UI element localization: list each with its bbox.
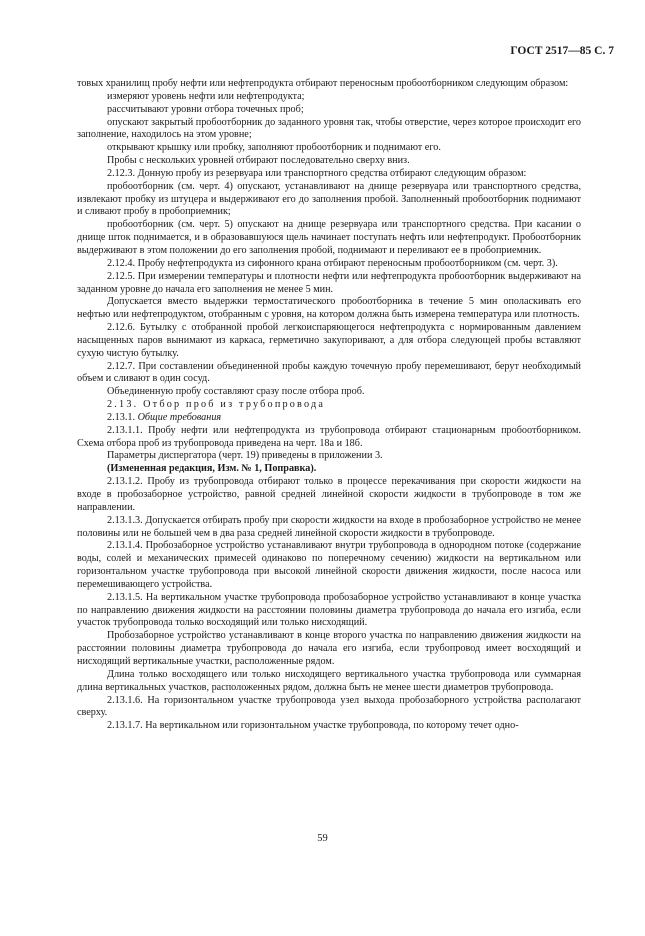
- paragraph: Пробозаборное устройство устанавливают в конце второго участка по направлению движения жидкости на расстоянии половины диаметра трубопровода до начала его изгиба, если трубопровод имеет восходящий и нисходящий вертикальные участки, расположенные рядом.: [77, 630, 581, 667]
- paragraph: рассчитывают уровни отбора точечных проб;: [107, 103, 304, 115]
- paragraph: 2.12.7. При составлении объединенной пробы каждую точечную пробу перемешивают, берут необходимый объем и сливают в один сосуд.: [77, 360, 581, 385]
- paragraph: 2.13.1.5. На вертикальном участке трубопровода пробозаборное устройство устанавливают в конце участка по направлению движения жидкости на расстоянии половины диаметра трубопровода до начала его изгиба, если участок трубопровода только восходящий или только нисходящий.: [77, 591, 581, 629]
- paragraph: Допускается вместо выдержки термостатического пробоотборника в течение 5 мин ополаскивать его нефтью или нефтепродуктом, отобранным с уровня, на котором должна быть измерена температура или плотность.: [77, 296, 581, 321]
- paragraph: товых хранилищ пробу нефти или нефтепродукта отбирают переносным пробоотборником следующим образом:: [77, 78, 569, 89]
- paragraph: 2.12.6. Бутылку с отобранной пробой легкоиспаряющегося нефтепродукта с нормированным давлением насыщенных паров вынимают из каркаса, герметично закупоривают, а для отбора следующей пробы вставляют сухую чистую бутылку.: [77, 322, 581, 359]
- paragraph: Параметры диспергатора (черт. 19) приведены в приложении 3.: [107, 450, 383, 462]
- section-heading: 2.13. Отбор проб из трубопровода: [107, 399, 326, 411]
- page-number: 59: [317, 833, 328, 844]
- paragraph: измеряют уровень нефти или нефтепродукта;: [107, 90, 305, 102]
- paragraph: Объединенную пробу составляют сразу после отбора проб.: [107, 386, 365, 398]
- subsection-number: 2.13.1.: [107, 411, 136, 423]
- paragraph: 2.13.1.3. Допускается отбирать пробу при скорости жидкости на входе в пробозаборное устройство не менее половины или не большей чем в два раза средней линейной скорости жидкости в трубопроводе.: [77, 514, 581, 539]
- paragraph: 2.12.5. При измерении температуры и плотности нефти или нефтепродукта пробоотборник выдерживают на заданном уровне до начала его заполнения не менее 5 мин.: [77, 270, 581, 295]
- paragraph: Пробы с нескольких уровней отбирают последовательно сверху вниз.: [107, 155, 410, 167]
- subsection-heading: [77, 412, 581, 425]
- text-body: [77, 78, 581, 733]
- subsection-title: Общие требования: [137, 411, 222, 423]
- paragraph: 2.13.1.4. Пробозаборное устройство устанавливают внутри трубопровода в однородном потоке (содержание воды, солей и механических примесей одинаково по поперечному сечению) жидкости на вертикальном или горизонтальном участке трубопровода при высокой линейной скорости движения жидкости, после насоса или перемешивающего устройства.: [77, 540, 581, 590]
- paragraph: 2.12.4. Пробу нефтепродукта из сифонного крана отбирают переносным пробоотборником (см. черт. 3).: [107, 257, 558, 269]
- paragraph: 2.13.1.1. Пробу нефти или нефтепродукта из трубопровода отбирают стационарным пробоотборником. Схема отбора проб из трубопровода приведена на черт. 18а и 18б.: [77, 424, 581, 449]
- paragraph: Длина только восходящего или только нисходящего вертикального участка трубопровода или суммарная длина вертикальных участков, расположенных рядом, должна быть не менее шести диаметров трубопровода.: [77, 668, 581, 693]
- paragraph: пробоотборник (см. черт. 5) опускают на днище резервуара или транспортного средства. При касании о днище шток поднимается, и в образовавшуюся щель начинает поступать нефть или нефтепродукт. Пробоотборник выдерживают в этом положении до его заполнения пробой, поднимают и переливают ее в пробоприемник.: [77, 219, 581, 256]
- paragraph: 2.13.1.6. На горизонтальном участке трубопровода узел выхода пробозаборного устройства располагают сверху.: [77, 694, 581, 719]
- paragraph: 2.13.1.2. Пробу из трубопровода отбирают только в процессе перекачивания при скорости жидкости на входе в пробозаборное устройство, равной средней линейной скорости жидкости в трубопроводе в том же направлении.: [77, 476, 581, 513]
- paragraph: 2.12.3. Донную пробу из резервуара или транспортного средства отбирают следующим образом:: [107, 167, 527, 179]
- paragraph: открывают крышку или пробку, заполняют пробоотборник и поднимают его.: [107, 142, 441, 154]
- page-header: ГОСТ 2517—85 С. 7: [510, 45, 614, 57]
- paragraph: 2.13.1.7. На вертикальном или горизонтальном участке трубопровода, по которому течет одно-: [107, 720, 519, 732]
- paragraph: опускают закрытый пробоотборник до заданного уровня так, чтобы отверстие, через которое происходит его заполнение, находилось на этом уровне;: [77, 116, 581, 141]
- paragraph: пробоотборник (см. черт. 4) опускают, устанавливают на днище резервуара или транспортного средства, извлекают пробку из штуцера и выдерживают его до заполнения пробой. Заполненный пробоотборник поднимают и сливают пробу в пробоприемник;: [77, 180, 581, 218]
- amendment-note: (Измененная редакция, Изм. № 1, Поправка).: [107, 463, 317, 475]
